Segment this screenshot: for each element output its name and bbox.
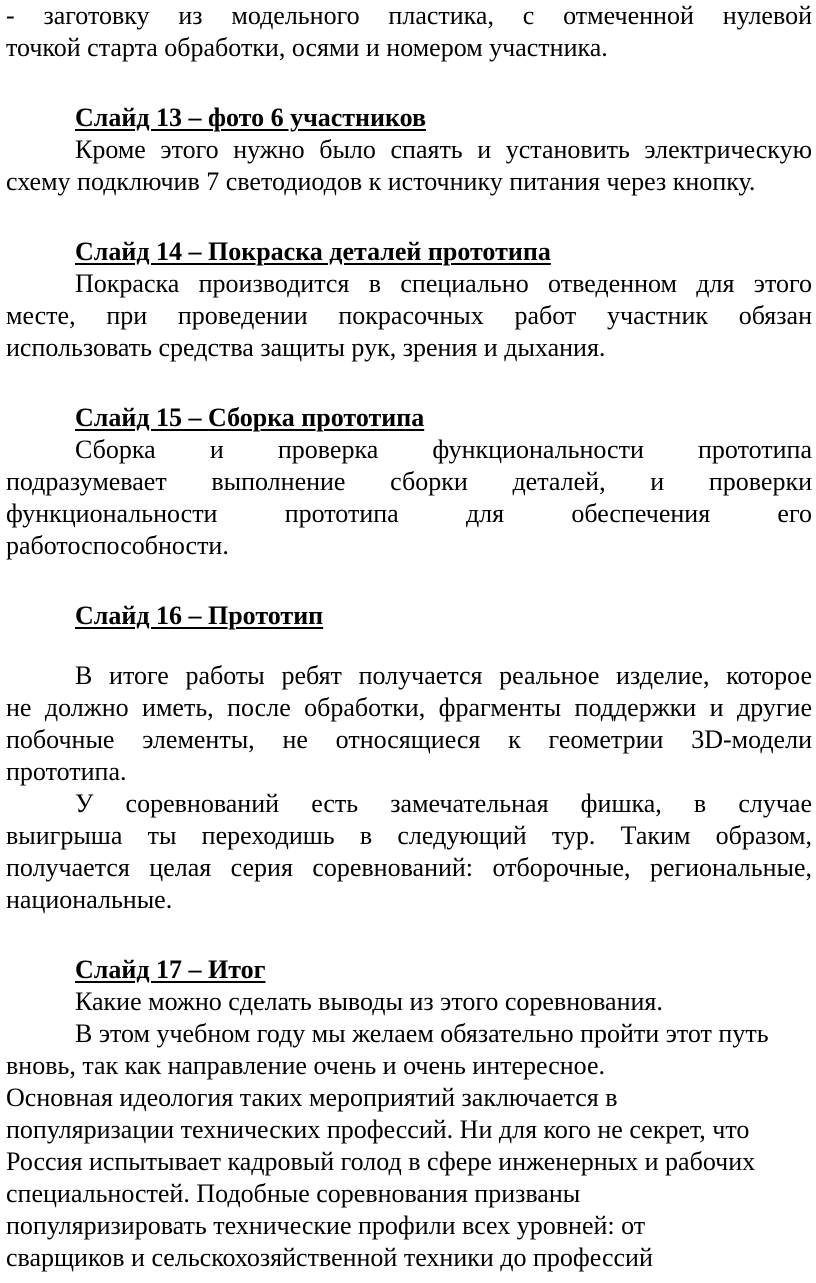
text-line: подразумевает выполнение сборки деталей, и проверки <box>6 467 812 496</box>
text-line: вновь, так как направление очень и очень интересное. <box>6 1051 606 1080</box>
text-line: популяризации технических профессий. Ни для кого не секрет, что <box>6 1115 750 1144</box>
text-line: специальностей. Подобные соревнования призваны <box>6 1179 581 1208</box>
text-line: У соревнований есть замечательная фишка, в случае <box>75 789 812 818</box>
section-slide-14 <box>6 236 812 364</box>
document-page <box>6 0 812 1274</box>
text-line: популяризировать технические профили всех уровней: от <box>6 1211 646 1240</box>
text-line: Сборка и проверка функциональности прототипа <box>75 435 812 464</box>
text-line: сварщиков и сельскохозяйственной техники до профессий <box>6 1243 653 1272</box>
text-line: точкой старта обработки, осями и номером участника. <box>6 33 608 62</box>
text-line: функциональности прототипа для обеспечения его <box>6 499 812 528</box>
text-line: Покраска производится в специально отведенном для этого <box>75 269 812 298</box>
section-slide-16 <box>6 600 812 916</box>
section-slide-15 <box>6 402 812 562</box>
text-line: использовать средства защиты рук, зрения и дыхания. <box>6 333 606 362</box>
text-line: Основная идеология таких мероприятий заключается в <box>6 1083 618 1112</box>
section-heading: Слайд 13 – фото 6 участников <box>75 103 427 132</box>
text-line: - заготовку из модельного пластика, с отмеченной нулевой <box>6 1 812 30</box>
section-heading: Слайд 15 – Сборка прототипа <box>75 403 425 432</box>
text-line: побочные элементы, не относящиеся к геометрии 3D-модели <box>6 725 812 754</box>
text-line: выигрыша ты переходишь в следующий тур. Таким образом, <box>6 821 812 850</box>
text-line: прототипа. <box>6 757 127 786</box>
intro-paragraph <box>6 0 812 64</box>
spacer <box>6 198 812 236</box>
spacer <box>6 916 812 954</box>
text-line: работоспособности. <box>6 531 229 560</box>
text-line: Россия испытывает кадровый голод в сфере инженерных и рабочих <box>6 1147 756 1176</box>
spacer <box>6 64 812 102</box>
text-line: получается целая серия соревнований: отборочные, региональные, <box>6 853 812 882</box>
text-line: Какие можно сделать выводы из этого соревнования. <box>75 987 663 1016</box>
text-line: Кроме этого нужно было спаять и установить электрическую <box>75 135 812 164</box>
section-slide-13 <box>6 102 812 198</box>
spacer <box>6 364 812 402</box>
spacer <box>6 562 812 600</box>
text-line: В итоге работы ребят получается реальное изделие, которое <box>75 661 812 690</box>
section-heading: Слайд 16 – Прототип <box>75 601 324 630</box>
text-line: месте, при проведении покрасочных работ участник обязан <box>6 301 812 330</box>
text-line: схему подключив 7 светодиодов к источнику питания через кнопку. <box>6 167 756 196</box>
text-line: национальные. <box>6 885 173 914</box>
section-heading: Слайд 14 – Покраска деталей прототипа <box>75 237 551 266</box>
text-line: В этом учебном году мы желаем обязательно пройти этот путь <box>75 1019 769 1048</box>
section-slide-17 <box>6 954 812 1274</box>
text-line: не должно иметь, после обработки, фрагменты поддержки и другие <box>6 693 812 722</box>
spacer <box>6 632 812 660</box>
section-heading: Слайд 17 – Итог <box>75 955 266 984</box>
